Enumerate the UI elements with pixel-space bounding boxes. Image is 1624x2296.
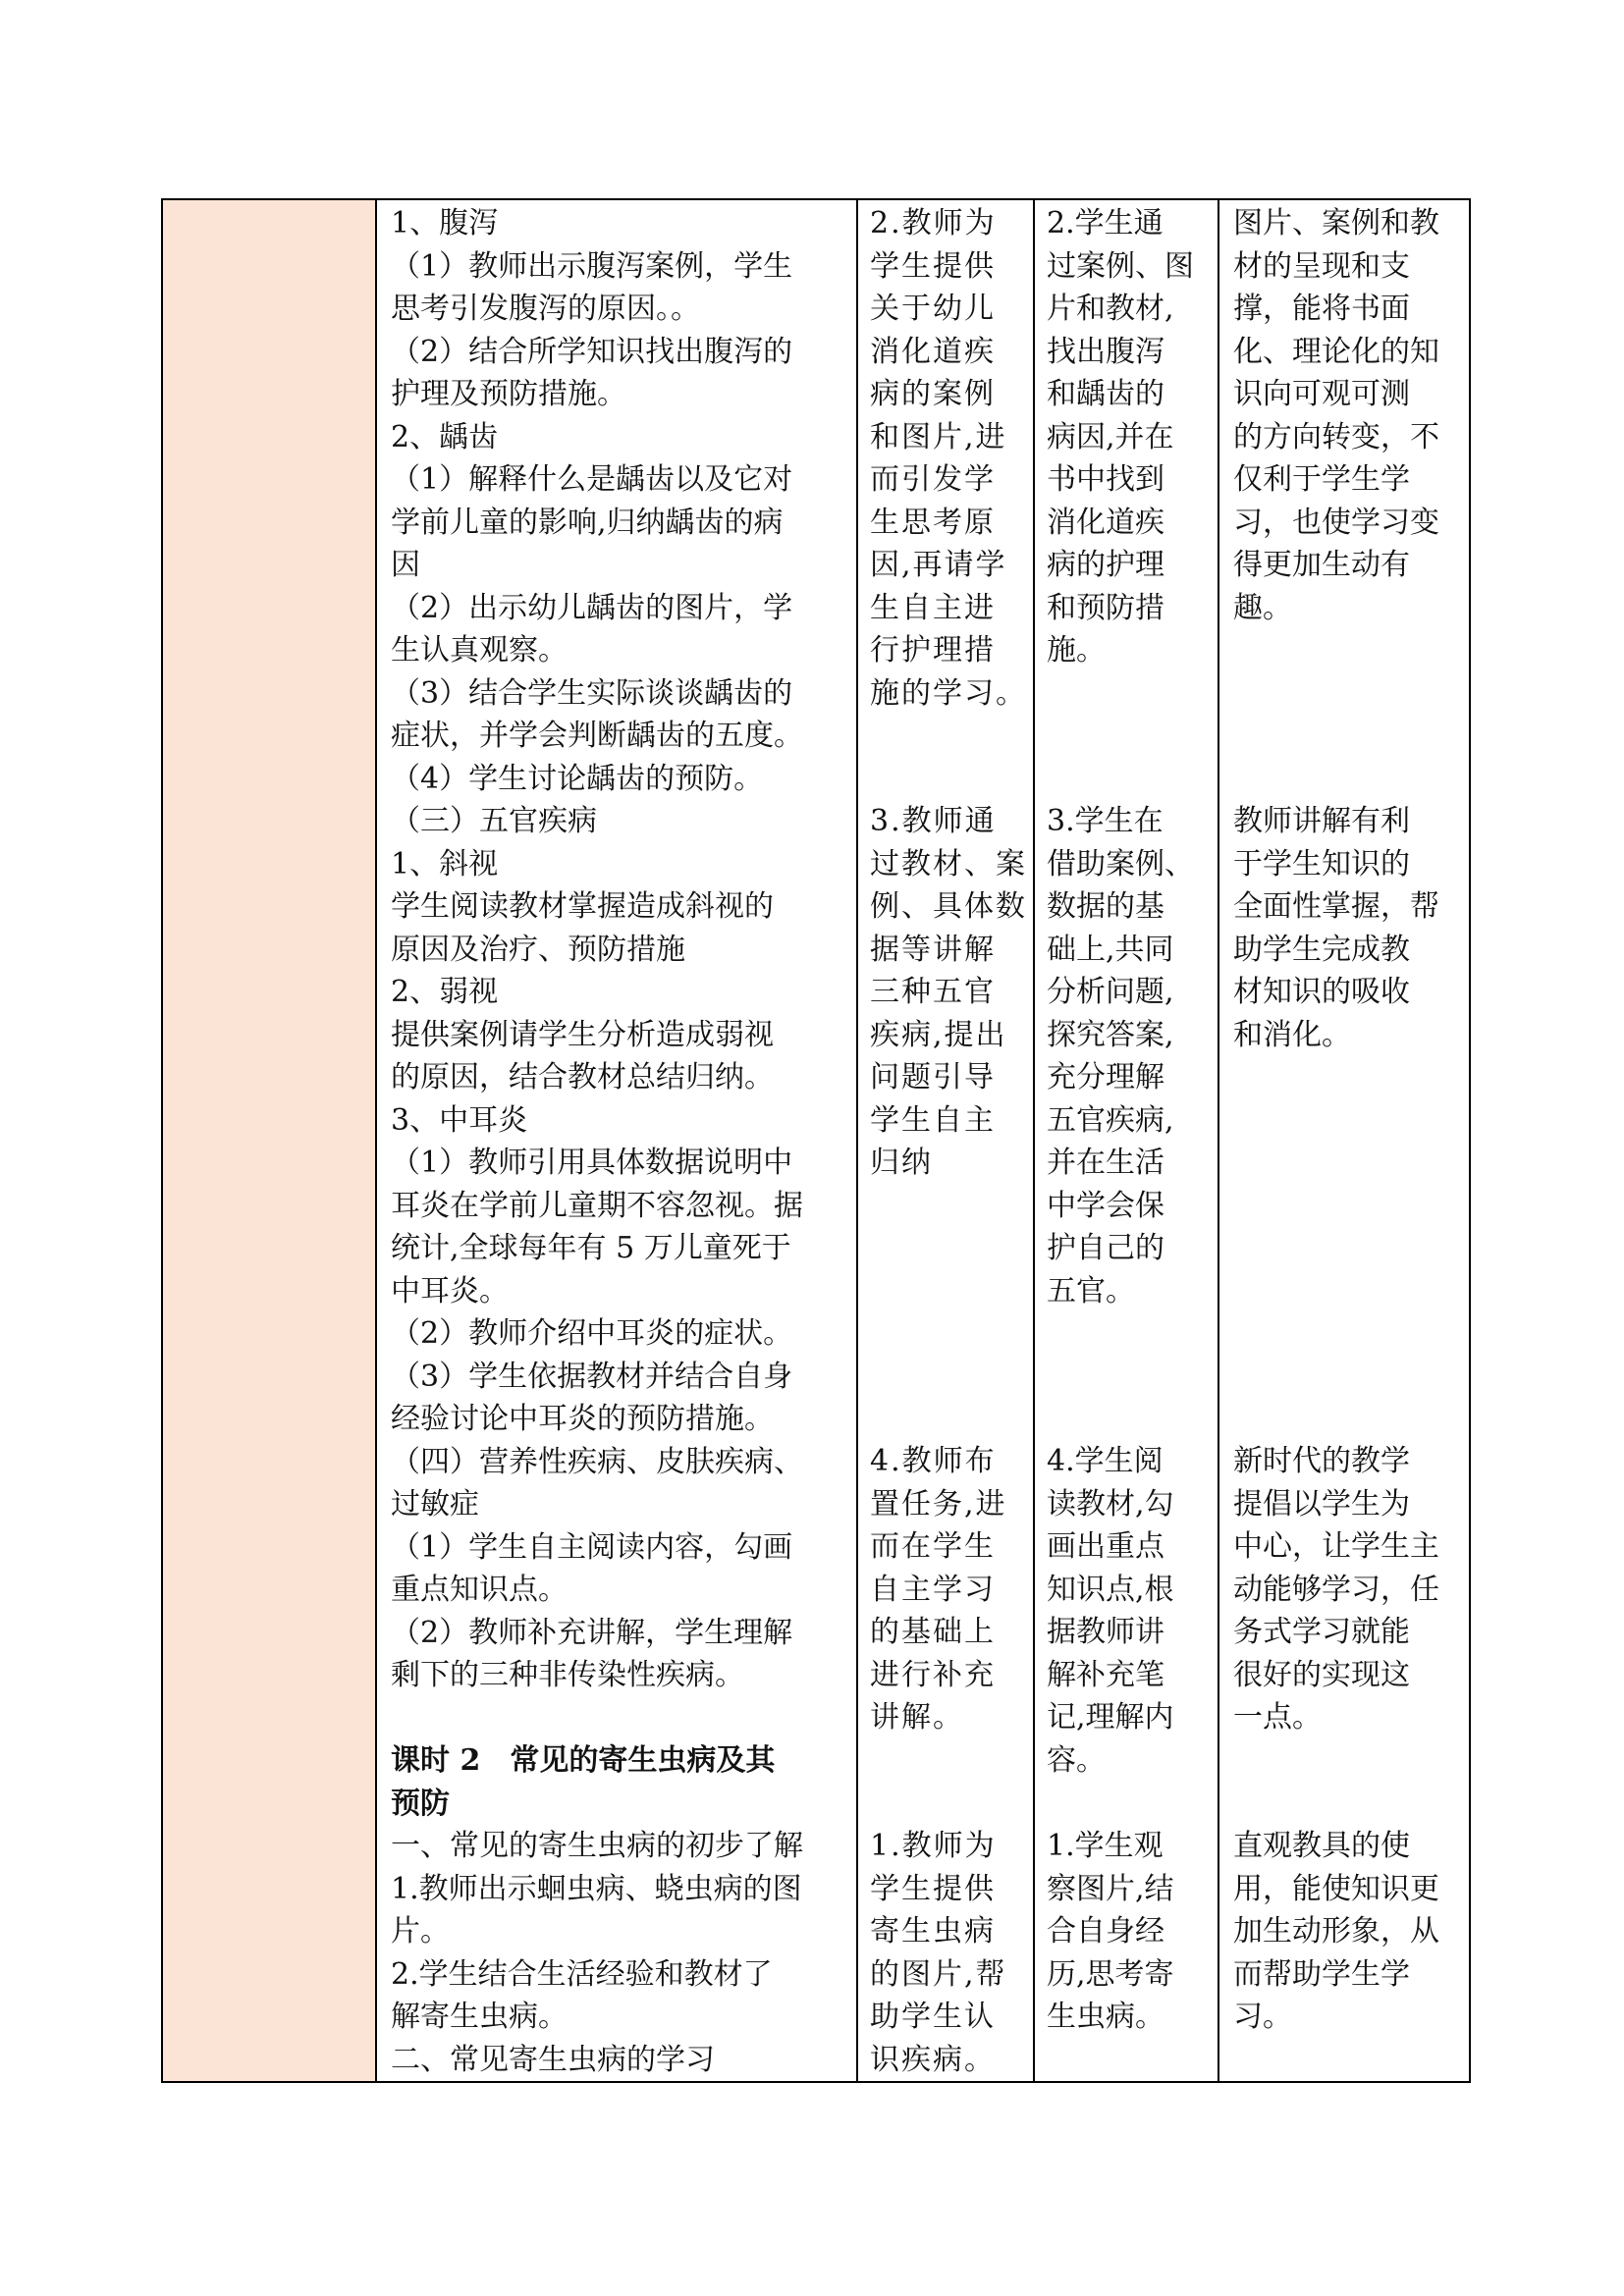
text-line: 进行补充 — [870, 1657, 996, 1692]
content-line: 剩下的三种非传染性疾病。 — [391, 1658, 744, 1692]
student-activity-block-2 — [1035, 800, 1218, 1312]
text-line: 全面性掌握，帮 — [1233, 889, 1439, 924]
teacher-activity-block-4 — [858, 1825, 1033, 2081]
content-line: 因 — [391, 548, 420, 582]
content-line: 生认真观察。 — [391, 633, 568, 667]
teacher-activity-block-2 — [858, 800, 1033, 1185]
text-line: 记,理解内 — [1047, 1700, 1174, 1735]
text-line: 五官疾病, — [1047, 1102, 1174, 1138]
content-line: 3、中耳炎 — [391, 1102, 528, 1138]
text-line: 历,思考寄 — [1047, 1956, 1174, 1992]
design-intent-block-1 — [1219, 202, 1471, 629]
content-line: 学生阅读教材掌握造成斜视的 — [391, 889, 774, 924]
student-activity-block-3 — [1035, 1440, 1218, 1782]
text-line: 读教材,勾 — [1047, 1486, 1174, 1522]
text-line: 教师讲解有利 — [1233, 804, 1410, 838]
text-line: 置任务,进 — [870, 1486, 1007, 1522]
content-line: 2.学生结合生活经验和教材了 — [391, 1956, 773, 1992]
content-line: 提供案例请学生分析造成弱视 — [391, 1017, 774, 1052]
text-line: 生思考原 — [870, 505, 996, 540]
text-line: 材的呈现和支 — [1233, 248, 1410, 284]
text-line: 据等讲解 — [870, 932, 996, 967]
text-line: 知识点,根 — [1047, 1572, 1174, 1607]
teacher-activity-block-1 — [858, 202, 1033, 715]
text-line: 合自身经 — [1047, 1914, 1164, 1949]
teaching-content-block — [377, 202, 856, 2081]
text-line: 书中找到 — [1047, 462, 1164, 497]
text-line: 关于幼儿 — [870, 292, 996, 326]
text-line: 3.教师通 — [870, 804, 997, 838]
text-line: 片和教材, — [1047, 292, 1174, 326]
text-line: 一点。 — [1233, 1700, 1322, 1735]
content-line: 二、常见寄生虫病的学习 — [391, 2042, 715, 2077]
content-line: （四）营养性疾病、皮肤疾病、 — [391, 1444, 803, 1479]
content-line: 耳炎在学前儿童期不容忽视。据 — [391, 1188, 803, 1223]
content-line: 统计,全球每年有 5 万儿童死于 — [391, 1231, 791, 1265]
content-line: 解寄生虫病。 — [391, 2000, 568, 2034]
lesson-2-heading: 课时 2 常见的寄生虫病及其 — [391, 1743, 776, 1778]
text-line: 直观教具的使 — [1233, 1829, 1410, 1863]
content-line: （4）学生讨论龋齿的预防。 — [391, 761, 764, 796]
text-line: 学生提供 — [870, 1871, 996, 1906]
content-line: （三）五官疾病 — [391, 804, 597, 838]
text-line: 和预防措 — [1047, 590, 1164, 625]
text-line: 习。 — [1233, 2000, 1292, 2034]
text-line: 探究答案, — [1047, 1017, 1174, 1052]
text-line: 识向可观可测 — [1233, 377, 1410, 411]
text-line: 材知识的吸收 — [1233, 975, 1410, 1009]
text-line: 而在学生 — [870, 1529, 996, 1564]
content-line: （1）解释什么是龋齿以及它对 — [391, 462, 793, 497]
text-line: 很好的实现这 — [1233, 1657, 1410, 1692]
text-line: 护自己的 — [1047, 1231, 1164, 1265]
design-intent-block-2 — [1219, 800, 1471, 1056]
content-line: 2、弱视 — [391, 975, 499, 1009]
text-line: 据教师讲 — [1047, 1615, 1164, 1649]
text-line: 图片、案例和教 — [1233, 206, 1439, 240]
text-line: 1.学生观 — [1047, 1829, 1164, 1863]
text-line: 动能够学习，任 — [1233, 1572, 1439, 1607]
text-line: 用，能使知识更 — [1233, 1871, 1439, 1906]
text-line: 4.教师布 — [870, 1444, 997, 1478]
text-line: 的基础上 — [870, 1615, 996, 1649]
text-line: 3.学生在 — [1047, 804, 1164, 838]
text-line: 解补充笔 — [1047, 1657, 1164, 1692]
text-line: 识疾病。 — [870, 2042, 996, 2077]
text-line: 2.学生通 — [1047, 206, 1164, 240]
content-line: 症状，并学会判断龋齿的五度。 — [391, 719, 803, 753]
content-line: （1）教师出示腹泻案例，学生 — [391, 248, 793, 284]
content-line: 重点知识点。 — [391, 1573, 568, 1607]
content-line: （3）学生依据教材并结合自身 — [391, 1359, 793, 1394]
text-line: 和图片,进 — [870, 419, 1007, 454]
text-line: 提倡以学生为 — [1233, 1486, 1410, 1522]
text-line: 而引发学 — [870, 462, 996, 497]
text-line: 学生提供 — [870, 248, 996, 284]
text-line: 务式学习就能 — [1233, 1615, 1410, 1649]
content-line: （2）结合所学知识找出腹泻的 — [391, 334, 793, 369]
content-line: 原因及治疗、预防措施 — [391, 932, 685, 967]
text-line: 行护理措 — [870, 633, 996, 667]
content-line: 的原因，结合教材总结归纳。 — [391, 1060, 774, 1095]
content-line: 过敏症 — [391, 1487, 479, 1522]
design-intent-column — [1219, 200, 1471, 2081]
text-line: 的图片,帮 — [870, 1956, 1007, 1992]
text-line: 自主学习 — [870, 1572, 996, 1607]
content-line: 1.教师出示蛔虫病、蛲虫病的图 — [391, 1871, 802, 1906]
text-line: 仅利于学生学 — [1233, 462, 1410, 497]
content-line: 1、腹泻 — [391, 206, 499, 240]
text-line: 充分理解 — [1047, 1060, 1164, 1095]
stage-column — [163, 200, 377, 2081]
text-line: 生自主进 — [870, 590, 996, 625]
text-line: 寄生虫病 — [870, 1914, 996, 1949]
text-line: 施。 — [1047, 633, 1106, 667]
text-line: 和龋齿的 — [1047, 377, 1164, 411]
content-line: 学前儿童的影响,归纳龋齿的病 — [391, 505, 784, 540]
content-line: 思考引发腹泻的原因。。 — [391, 292, 700, 326]
student-activity-block-1 — [1035, 202, 1218, 672]
text-line: 消化道疾 — [870, 334, 996, 369]
text-line: 归纳 — [870, 1146, 933, 1180]
text-line: 并在生活 — [1047, 1146, 1164, 1180]
text-line: 趣。 — [1233, 590, 1292, 625]
text-line: 画出重点 — [1047, 1529, 1164, 1564]
text-line: 学生自主 — [870, 1102, 996, 1138]
text-line: 的方向转变，不 — [1233, 419, 1439, 454]
text-line: 中心，让学生主 — [1233, 1529, 1439, 1564]
student-activity-block-4 — [1035, 1825, 1218, 2039]
content-line: （2）教师介绍中耳炎的症状。 — [391, 1316, 793, 1351]
text-line: 讲解。 — [870, 1700, 964, 1735]
text-line: 化、理论化的知 — [1233, 334, 1439, 369]
text-line: 病因,并在 — [1047, 419, 1174, 454]
content-line: 片。 — [391, 1914, 450, 1949]
text-line: 过案例、图 — [1047, 248, 1194, 284]
text-line: 2.教师为 — [870, 206, 997, 240]
text-line: 过教材、案 — [870, 846, 1027, 881]
text-line: 础上,共同 — [1047, 932, 1174, 967]
text-line: 借助案例、 — [1047, 846, 1194, 881]
text-line: 1.教师为 — [870, 1829, 997, 1863]
text-line: 施的学习。 — [870, 675, 1027, 711]
text-line: 问题引导 — [870, 1060, 996, 1095]
text-line: 分析问题, — [1047, 975, 1174, 1009]
lesson-plan-table — [161, 198, 1471, 2083]
text-line: 中学会保 — [1047, 1188, 1164, 1223]
text-line: 病的案例 — [870, 377, 996, 411]
teacher-activity-block-3 — [858, 1440, 1033, 1739]
student-activity-column — [1035, 200, 1219, 2081]
content-line: （1）教师引用具体数据说明中 — [391, 1146, 793, 1180]
design-intent-block-4 — [1219, 1825, 1471, 2039]
text-line: 五官。 — [1047, 1273, 1135, 1308]
text-line: 例、具体数 — [870, 889, 1027, 924]
text-line: 病的护理 — [1047, 548, 1164, 582]
design-intent-block-3 — [1219, 1440, 1471, 1739]
content-line: （2）出示幼儿龋齿的图片，学 — [391, 590, 793, 625]
text-line: 助学生完成教 — [1233, 932, 1410, 967]
content-line: （1）学生自主阅读内容，勾画 — [391, 1529, 793, 1565]
text-line: 生虫病。 — [1047, 2000, 1164, 2034]
text-line: 撑，能将书面 — [1233, 292, 1410, 326]
content-line: 1、斜视 — [391, 846, 499, 881]
text-line: 新时代的教学 — [1233, 1444, 1410, 1478]
teaching-content-column — [377, 200, 858, 2081]
content-line: （2）教师补充讲解，学生理解 — [391, 1615, 793, 1650]
content-line: （3）结合学生实际谈谈龋齿的 — [391, 675, 793, 711]
text-line: 找出腹泻 — [1047, 334, 1164, 369]
text-line: 而帮助学生学 — [1233, 1956, 1410, 1992]
text-line: 因,再请学 — [870, 548, 1007, 582]
text-line: 助学生认 — [870, 2000, 996, 2034]
text-line: 数据的基 — [1047, 889, 1164, 924]
text-line: 习，也使学习变 — [1233, 505, 1439, 540]
text-line: 三种五官 — [870, 975, 996, 1009]
content-line: 一、常见的寄生虫病的初步了解 — [391, 1829, 803, 1863]
lesson-2-heading-cont: 预防 — [391, 1786, 450, 1821]
text-line: 和消化。 — [1233, 1017, 1351, 1052]
teacher-activity-column — [858, 200, 1035, 2081]
text-line: 加生动形象，从 — [1233, 1914, 1439, 1949]
text-line: 于学生知识的 — [1233, 846, 1410, 881]
text-line: 疾病,提出 — [870, 1017, 1007, 1052]
text-line: 容。 — [1047, 1742, 1106, 1778]
text-line: 4.学生阅 — [1047, 1444, 1164, 1478]
text-line: 消化道疾 — [1047, 505, 1164, 540]
blank-line — [391, 1697, 844, 1740]
content-line: 中耳炎。 — [391, 1273, 509, 1308]
content-line: 2、龋齿 — [391, 419, 499, 454]
text-line: 察图片,结 — [1047, 1871, 1174, 1906]
content-line: 经验讨论中耳炎的预防措施。 — [391, 1402, 774, 1436]
content-line: 护理及预防措施。 — [391, 377, 626, 411]
text-line: 得更加生动有 — [1233, 548, 1410, 582]
